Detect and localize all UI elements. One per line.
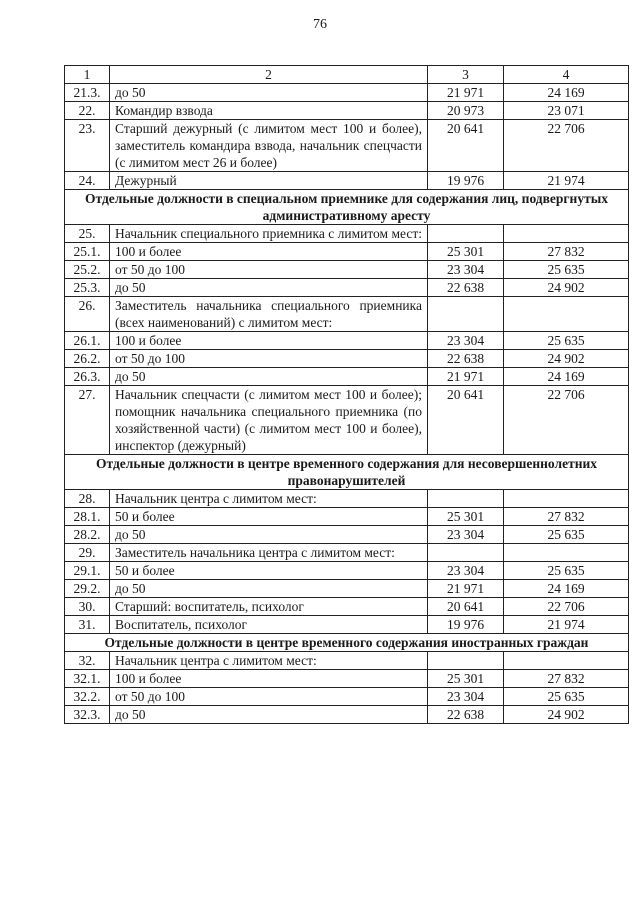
salary-value-3: 22 638 [428, 706, 504, 724]
page-number: 76 [313, 17, 327, 32]
position-description: 50 и более [110, 562, 428, 580]
salary-value-4: 22 706 [504, 598, 629, 616]
salary-value-3: 23 304 [428, 332, 504, 350]
item-number: 32.3. [65, 706, 110, 724]
column-header: 2 [110, 66, 428, 84]
salary-value-3: 25 301 [428, 243, 504, 261]
item-number: 23. [65, 120, 110, 172]
salary-value-3: 22 638 [428, 279, 504, 297]
salary-value-3: 25 301 [428, 670, 504, 688]
salary-value-4: 27 832 [504, 508, 629, 526]
position-description: до 50 [110, 84, 428, 102]
position-description: до 50 [110, 526, 428, 544]
table-row [65, 120, 629, 172]
position-description: Старший: воспитатель, психолог [110, 598, 428, 616]
item-number: 29.2. [65, 580, 110, 598]
salary-value-4 [504, 490, 629, 508]
column-header: 4 [504, 66, 629, 84]
item-number: 22. [65, 102, 110, 120]
item-number: 29. [65, 544, 110, 562]
table-row [65, 652, 629, 670]
salary-value-4: 25 635 [504, 562, 629, 580]
salary-value-3: 23 304 [428, 526, 504, 544]
table-row [65, 688, 629, 706]
position-description: до 50 [110, 580, 428, 598]
column-header: 3 [428, 66, 504, 84]
table-row [65, 279, 629, 297]
position-description: Заместитель начальника центра с лимитом мест: [110, 544, 428, 562]
position-description: Начальник центра с лимитом мест: [110, 490, 428, 508]
table-row [65, 102, 629, 120]
salary-value-3: 19 976 [428, 616, 504, 634]
salary-value-4: 24 902 [504, 279, 629, 297]
position-description: до 50 [110, 368, 428, 386]
salary-value-4: 21 974 [504, 616, 629, 634]
salary-value-4: 24 169 [504, 580, 629, 598]
salary-value-3: 20 641 [428, 386, 504, 455]
position-description: от 50 до 100 [110, 350, 428, 368]
salary-value-3: 20 641 [428, 120, 504, 172]
salary-value-3 [428, 297, 504, 332]
salary-value-3: 19 976 [428, 172, 504, 190]
table-row [65, 261, 629, 279]
column-header: 1 [65, 66, 110, 84]
salary-value-3: 22 638 [428, 350, 504, 368]
table-row [65, 172, 629, 190]
position-description: от 50 до 100 [110, 261, 428, 279]
salary-value-3: 23 304 [428, 261, 504, 279]
item-number: 32. [65, 652, 110, 670]
item-number: 29.1. [65, 562, 110, 580]
table-row [65, 562, 629, 580]
salary-value-3: 21 971 [428, 580, 504, 598]
position-description: 100 и более [110, 332, 428, 350]
salary-value-3: 25 301 [428, 508, 504, 526]
salary-table [64, 65, 629, 724]
item-number: 25.1. [65, 243, 110, 261]
salary-value-4 [504, 544, 629, 562]
position-description: Воспитатель, психолог [110, 616, 428, 634]
section-title: Отдельные должности в центре временного содержания для несовершеннолетних правонарушителей [65, 455, 629, 490]
item-number: 27. [65, 386, 110, 455]
position-description: 100 и более [110, 243, 428, 261]
salary-value-3 [428, 225, 504, 243]
item-number: 26.2. [65, 350, 110, 368]
item-number: 21.3. [65, 84, 110, 102]
item-number: 32.2. [65, 688, 110, 706]
table-row [65, 368, 629, 386]
salary-value-4: 23 071 [504, 102, 629, 120]
table-row [65, 225, 629, 243]
section-header-row [65, 190, 629, 225]
salary-value-4 [504, 652, 629, 670]
salary-value-3: 20 641 [428, 598, 504, 616]
salary-value-3: 21 971 [428, 84, 504, 102]
item-number: 28.2. [65, 526, 110, 544]
salary-value-4: 24 169 [504, 84, 629, 102]
salary-value-4: 24 902 [504, 706, 629, 724]
salary-value-3: 23 304 [428, 562, 504, 580]
table-row [65, 350, 629, 368]
salary-value-3: 20 973 [428, 102, 504, 120]
salary-value-4: 22 706 [504, 386, 629, 455]
salary-value-4: 25 635 [504, 332, 629, 350]
table-row [65, 508, 629, 526]
salary-value-4: 27 832 [504, 670, 629, 688]
salary-value-3: 21 971 [428, 368, 504, 386]
salary-value-4 [504, 297, 629, 332]
item-number: 32.1. [65, 670, 110, 688]
salary-value-3: 23 304 [428, 688, 504, 706]
table-body [65, 84, 629, 724]
table-row [65, 706, 629, 724]
position-description: Заместитель начальника специального приемника (всех наименований) с лимитом мест: [110, 297, 428, 332]
position-description: Начальник спецчасти (с лимитом мест 100 и более); помощник начальника специального приемника (по хозяйственной части) (с лимитом мест 100 и более), инспектор (дежурный) [110, 386, 428, 455]
table-row [65, 490, 629, 508]
position-description: от 50 до 100 [110, 688, 428, 706]
salary-value-4: 21 974 [504, 172, 629, 190]
salary-value-4: 24 169 [504, 368, 629, 386]
position-description: 100 и более [110, 670, 428, 688]
salary-value-3 [428, 544, 504, 562]
position-description: до 50 [110, 279, 428, 297]
section-header-row [65, 455, 629, 490]
table-row [65, 580, 629, 598]
salary-value-4: 27 832 [504, 243, 629, 261]
item-number: 28.1. [65, 508, 110, 526]
item-number: 26.1. [65, 332, 110, 350]
position-description: Начальник центра с лимитом мест: [110, 652, 428, 670]
position-description: Дежурный [110, 172, 428, 190]
item-number: 26.3. [65, 368, 110, 386]
salary-value-3 [428, 652, 504, 670]
section-title: Отдельные должности в центре временного содержания иностранных граждан [65, 634, 629, 652]
position-description: 50 и более [110, 508, 428, 526]
table-row [65, 332, 629, 350]
table-row [65, 297, 629, 332]
item-number: 25.2. [65, 261, 110, 279]
position-description: Начальник специального приемника с лимитом мест: [110, 225, 428, 243]
table-row [65, 84, 629, 102]
salary-value-4: 24 902 [504, 350, 629, 368]
item-number: 24. [65, 172, 110, 190]
table-row [65, 616, 629, 634]
position-description: до 50 [110, 706, 428, 724]
item-number: 25. [65, 225, 110, 243]
salary-value-4: 25 635 [504, 688, 629, 706]
section-title: Отдельные должности в специальном приемнике для содержания лиц, подвергнутых административному аресту [65, 190, 629, 225]
table-row [65, 544, 629, 562]
item-number: 30. [65, 598, 110, 616]
item-number: 26. [65, 297, 110, 332]
salary-value-4: 25 635 [504, 261, 629, 279]
table-row [65, 598, 629, 616]
position-description: Старший дежурный (с лимитом мест 100 и более), заместитель командира взвода, начальник спецчасти (с лимитом мест 26 и более) [110, 120, 428, 172]
salary-value-4: 25 635 [504, 526, 629, 544]
item-number: 28. [65, 490, 110, 508]
salary-value-4 [504, 225, 629, 243]
salary-value-4: 22 706 [504, 120, 629, 172]
item-number: 31. [65, 616, 110, 634]
section-header-row [65, 634, 629, 652]
table-row [65, 386, 629, 455]
salary-value-3 [428, 490, 504, 508]
position-description: Командир взвода [110, 102, 428, 120]
table-row [65, 526, 629, 544]
item-number: 25.3. [65, 279, 110, 297]
header-row [65, 66, 629, 84]
table-row [65, 670, 629, 688]
table-row [65, 243, 629, 261]
